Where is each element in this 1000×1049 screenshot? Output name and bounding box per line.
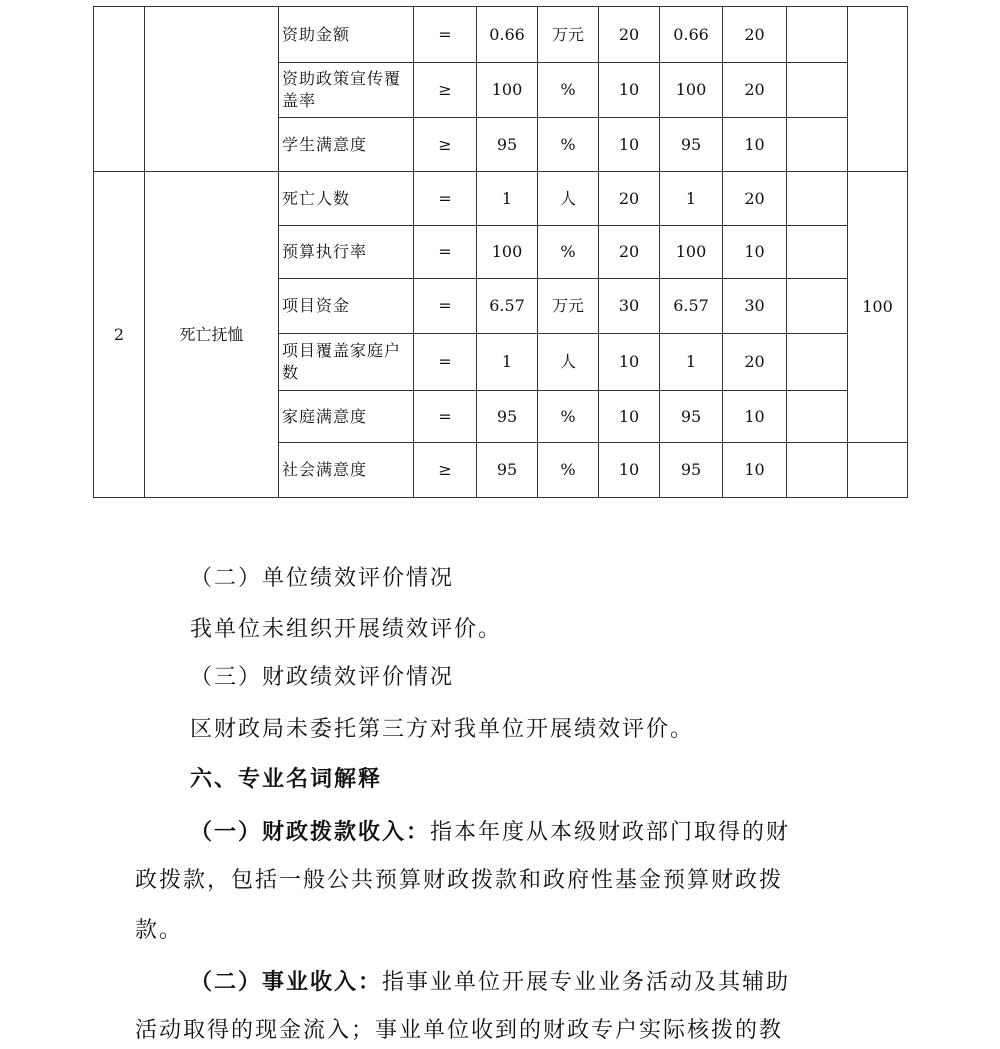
heading-fiscal-eval: （三）财政绩效评价情况 — [190, 665, 455, 690]
index-cell — [94, 7, 145, 172]
performance-table — [93, 6, 908, 498]
target-cell: 1 — [477, 334, 538, 391]
indicator-cell: 死亡人数 — [279, 172, 414, 226]
heading-terms: 六、专业名词解释 — [190, 767, 383, 792]
empty-cell — [787, 172, 848, 226]
score-cell: 10 — [723, 443, 787, 498]
target-cell: 95 — [477, 391, 538, 443]
target-cell: 95 — [477, 118, 538, 172]
weight-cell: 10 — [599, 118, 660, 172]
target-cell: 1 — [477, 172, 538, 226]
term2-label: （二）事业收入： — [190, 969, 383, 995]
unit-cell: 万元 — [538, 7, 599, 63]
actual-cell: 95 — [660, 118, 723, 172]
actual-cell: 100 — [660, 226, 723, 279]
weight-cell: 10 — [599, 63, 660, 118]
empty-cell — [787, 7, 848, 63]
score-cell: 30 — [723, 279, 787, 334]
operator-cell: = — [414, 279, 477, 334]
empty-cell — [787, 63, 848, 118]
unit-cell: % — [538, 118, 599, 172]
actual-cell: 1 — [660, 334, 723, 391]
target-cell: 95 — [477, 443, 538, 498]
table-row — [94, 172, 908, 226]
target-cell: 100 — [477, 226, 538, 279]
actual-cell: 0.66 — [660, 7, 723, 63]
weight-cell: 30 — [599, 279, 660, 334]
unit-eval-body: 我单位未组织开展绩效评价。 — [190, 617, 503, 642]
term1-text: 指本年度从本级财政部门取得的财 — [430, 820, 791, 845]
operator-cell: ≥ — [414, 118, 477, 172]
weight-cell: 20 — [599, 226, 660, 279]
term2-line2: 活动取得的现金流入；事业单位收到的财政专户实际核拨的教 — [135, 1018, 784, 1043]
score-cell: 20 — [723, 172, 787, 226]
score-cell: 10 — [723, 226, 787, 279]
unit-cell: 人 — [538, 172, 599, 226]
empty-cell — [787, 226, 848, 279]
score-cell: 10 — [723, 118, 787, 172]
indicator-cell: 预算执行率 — [279, 226, 414, 279]
weight-cell: 10 — [599, 443, 660, 498]
heading-unit-eval: （二）单位绩效评价情况 — [190, 566, 455, 591]
score-cell: 20 — [723, 7, 787, 63]
score-cell: 20 — [723, 334, 787, 391]
unit-cell: % — [538, 443, 599, 498]
operator-cell: = — [414, 7, 477, 63]
weight-cell: 20 — [599, 172, 660, 226]
actual-cell: 100 — [660, 63, 723, 118]
indicator-cell: 资助政策宣传覆盖率 — [279, 63, 414, 118]
unit-cell: % — [538, 226, 599, 279]
indicator-cell: 项目资金 — [279, 279, 414, 334]
indicator-cell: 资助金额 — [279, 7, 414, 63]
weight-cell: 10 — [599, 334, 660, 391]
target-cell: 0.66 — [477, 7, 538, 63]
term1-line3: 款。 — [135, 918, 184, 943]
unit-cell: % — [538, 391, 599, 443]
target-cell: 100 — [477, 63, 538, 118]
empty-cell — [787, 279, 848, 334]
term1-label: （一）财政拨款收入： — [190, 819, 431, 845]
indicator-cell: 社会满意度 — [279, 443, 414, 498]
term2-first-line — [190, 968, 790, 997]
indicator-cell: 家庭满意度 — [279, 391, 414, 443]
empty-cell — [848, 443, 908, 498]
empty-cell — [787, 391, 848, 443]
unit-cell: 人 — [538, 334, 599, 391]
operator-cell: = — [414, 391, 477, 443]
indicator-cell: 项目覆盖家庭户数 — [279, 334, 414, 391]
fiscal-eval-body: 区财政局未委托第三方对我单位开展绩效评价。 — [190, 717, 695, 742]
operator-cell: = — [414, 334, 477, 391]
total-cell — [848, 7, 908, 172]
empty-cell — [787, 334, 848, 391]
score-cell: 10 — [723, 391, 787, 443]
operator-cell: ≥ — [414, 63, 477, 118]
indicator-cell: 学生满意度 — [279, 118, 414, 172]
target-cell: 6.57 — [477, 279, 538, 334]
score-cell: 20 — [723, 63, 787, 118]
table-row — [94, 7, 908, 63]
actual-cell: 95 — [660, 391, 723, 443]
total-cell: 100 — [848, 172, 908, 443]
project-name-cell — [145, 7, 279, 172]
weight-cell: 10 — [599, 391, 660, 443]
index-cell: 2 — [94, 172, 145, 498]
weight-cell: 20 — [599, 7, 660, 63]
unit-cell: 万元 — [538, 279, 599, 334]
term1-first-line — [190, 818, 790, 847]
operator-cell: = — [414, 172, 477, 226]
empty-cell — [787, 118, 848, 172]
empty-cell — [787, 443, 848, 498]
operator-cell: = — [414, 226, 477, 279]
actual-cell: 6.57 — [660, 279, 723, 334]
actual-cell: 95 — [660, 443, 723, 498]
unit-cell: % — [538, 63, 599, 118]
operator-cell: ≥ — [414, 443, 477, 498]
actual-cell: 1 — [660, 172, 723, 226]
project-name-cell: 死亡抚恤 — [145, 172, 279, 498]
term2-text: 指事业单位开展专业业务活动及其辅助 — [382, 970, 791, 995]
term1-line2: 政拨款，包括一般公共预算财政拨款和政府性基金预算财政拨 — [135, 868, 784, 893]
